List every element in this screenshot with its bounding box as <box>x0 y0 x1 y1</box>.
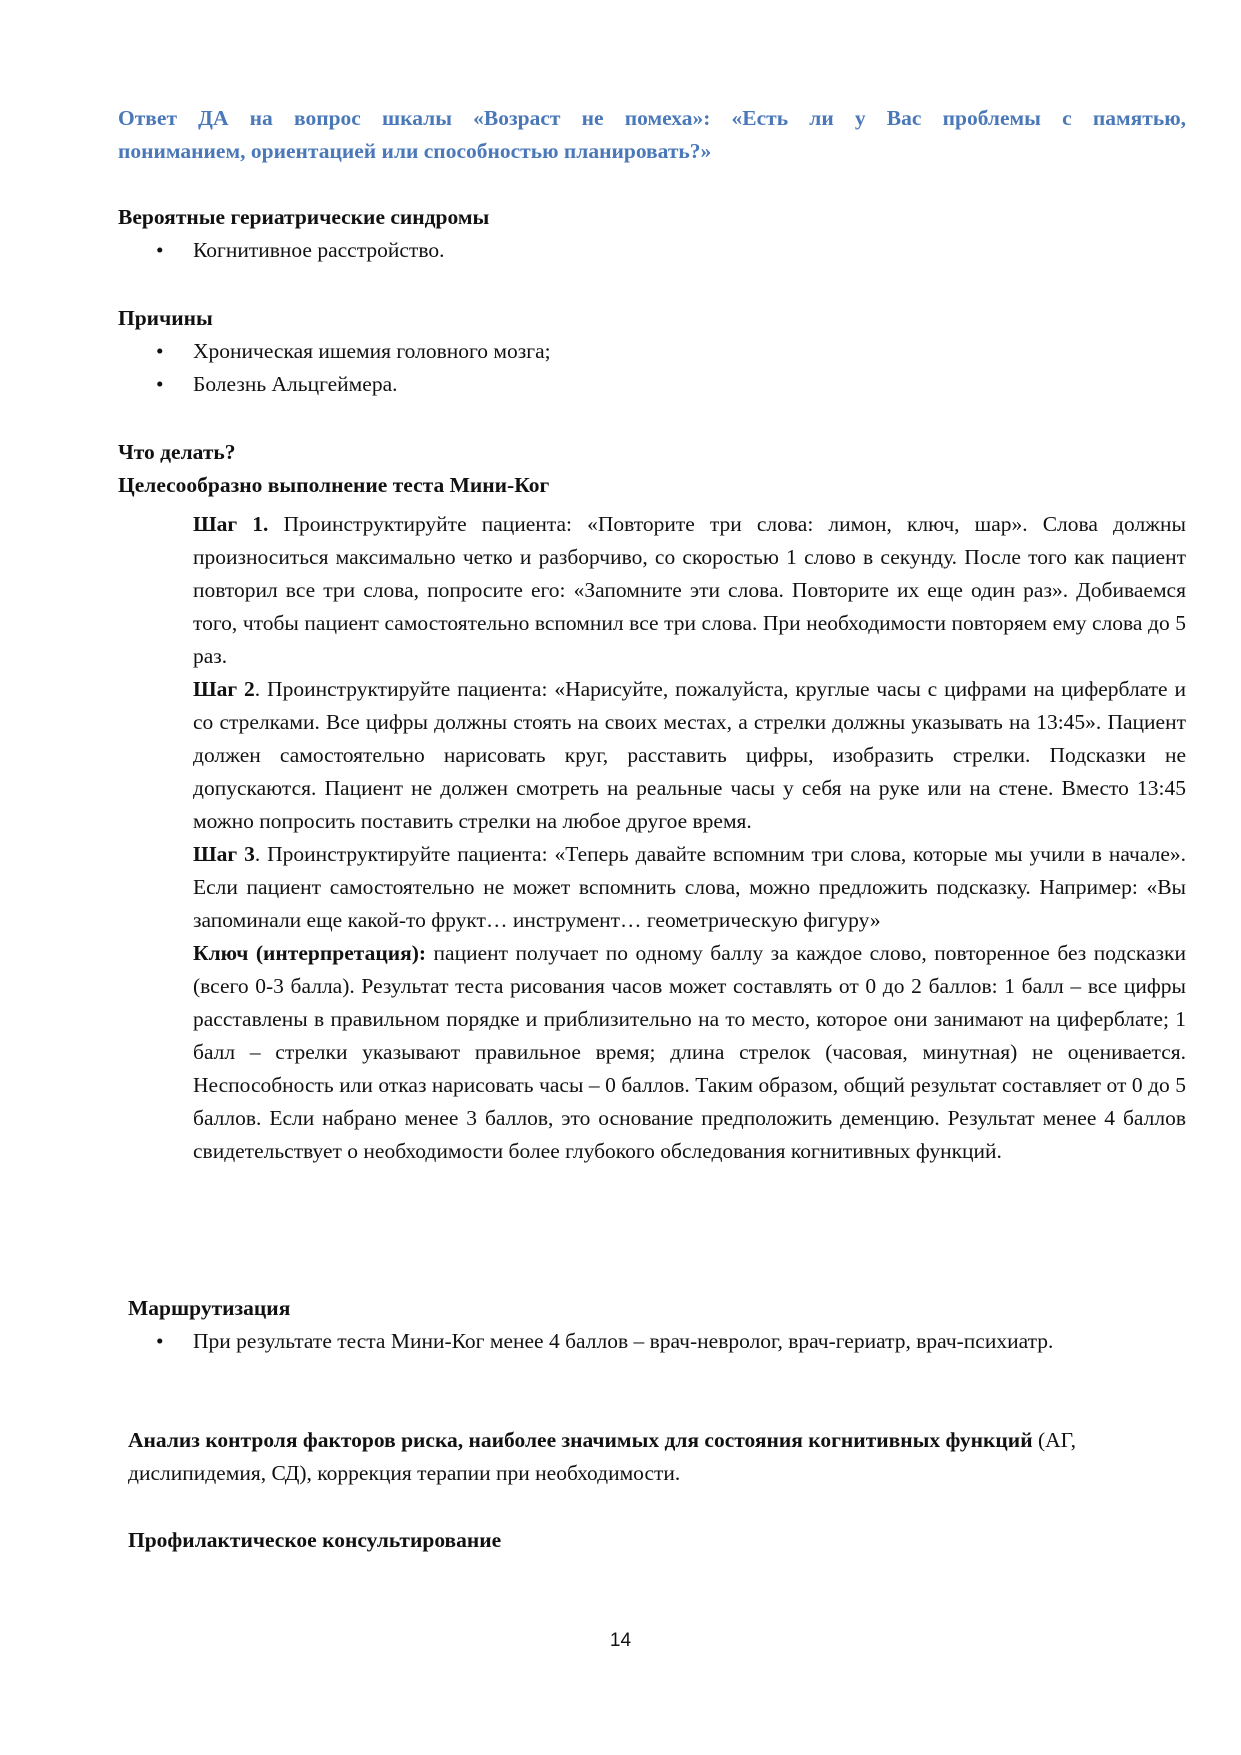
causes-section <box>118 302 1186 401</box>
list-item: • Болезнь Альцгеймера. <box>118 368 1186 401</box>
heading-line-2: пониманием, ориентацией или способностью планировать?» <box>118 139 712 163</box>
step-paragraph <box>193 838 1186 937</box>
step-label: Шаг 1. <box>193 512 269 536</box>
risk-section <box>128 1424 1128 1490</box>
mini-cog-steps <box>193 508 1186 1168</box>
syndromes-list <box>118 234 1186 267</box>
page-number: 14 <box>609 1630 632 1651</box>
key-text: пациент получает по одному баллу за каждое слово, повторенное без подсказки (всего 0-3 балла). Результат теста рисования часов может составлять от 0 до 2 баллов: 1 балл – все цифры расставлены в правильном порядке и приблизительно на то место, которое они занимают на циферблате; 1 балл – стрелки указывают правильное время; длина стрелок (часовая, минутная) не оценивается. Неспособность или отказ нарисовать часы – 0 баллов. Таким образом, общий результат составляет от 0 до 5 баллов. Если набрано менее 3 баллов, это основание предположить деменцию. Результат менее 4 баллов свидетельствует о необходимости более глубокого обследования когнитивных функций. <box>193 941 1186 1163</box>
causes-list <box>118 335 1186 401</box>
risk-text: (АГ, дислипидемия, СД), коррекция терапии при необходимости. <box>128 1428 1077 1485</box>
list-item: • При результате теста Мини-Ког менее 4 баллов – врач-невролог, врач-гериатр, врач-психиатр. <box>118 1325 1193 1358</box>
syndromes-title: Вероятные гериатрические синдромы <box>118 205 490 229</box>
key-label: Ключ (интерпретация): <box>193 941 427 965</box>
step-text: . Проинструктируйте пациента: «Теперь давайте вспомним три слова, которые мы учили в начале». Если пациент самостоятельно не может вспомнить слова, можно предложить подсказку. Например: «Вы запоминали еще какой-то фрукт… инструмент… геометрическую фигуру» <box>193 842 1186 932</box>
causes-title: Причины <box>118 306 213 330</box>
what-to-do-subtitle: Целесообразно выполнение теста Мини-Ког <box>118 473 550 497</box>
list-item: • Хроническая ишемия головного мозга; <box>118 335 1186 368</box>
step-label: Шаг 3 <box>193 842 255 866</box>
prevention-title: Профилактическое консультирование <box>128 1528 502 1552</box>
step-paragraph <box>193 508 1186 673</box>
heading-line-1: Ответ ДА на вопрос шкалы «Возраст не помеха»: «Есть ли у Вас проблемы с памятью, <box>118 106 1186 130</box>
what-to-do-title: Что делать? <box>118 440 236 464</box>
list-item: • Когнитивное расстройство. <box>118 234 1186 267</box>
section-heading <box>118 102 1186 168</box>
step-text: . Проинструктируйте пациента: «Нарисуйте, пожалуйста, круглые часы с цифрами на циферблате и со стрелками. Все цифры должны стоять на своих местах, а стрелки должны указывать на 13:45». Пациент должен самостоятельно нарисовать круг, расставить цифры, изобразить стрелки. Подсказки не допускаются. Пациент не должен смотреть на реальные часы у себя на руке или на стене. Вместо 13:45 можно попросить поставить стрелки на любое другое время. <box>193 677 1187 833</box>
routing-section <box>128 1292 1186 1358</box>
syndromes-section <box>118 201 1186 267</box>
risk-bold-text: Анализ контроля факторов риска, наиболее значимых для состояния когнитивных функций <box>128 1428 1033 1452</box>
what-to-do-section <box>118 436 1186 502</box>
step-text: Проинструктируйте пациента: «Повторите три слова: лимон, ключ, шар». Слова должны произноситься максимально четко и разборчиво, со скоростью 1 слово в секунду. После того как пациент повторил все три слова, попросите его: «Запомните эти слова. Повторите их еще один раз». Добиваемся того, чтобы пациент самостоятельно вспомнил все три слова. При необходимости повторяем ему слова до 5 раз. <box>193 512 1186 668</box>
key-paragraph <box>193 937 1186 1168</box>
step-paragraph <box>193 673 1186 838</box>
routing-title: Маршрутизация <box>128 1296 291 1320</box>
routing-list <box>118 1325 1186 1358</box>
step-label: Шаг 2 <box>193 677 255 701</box>
